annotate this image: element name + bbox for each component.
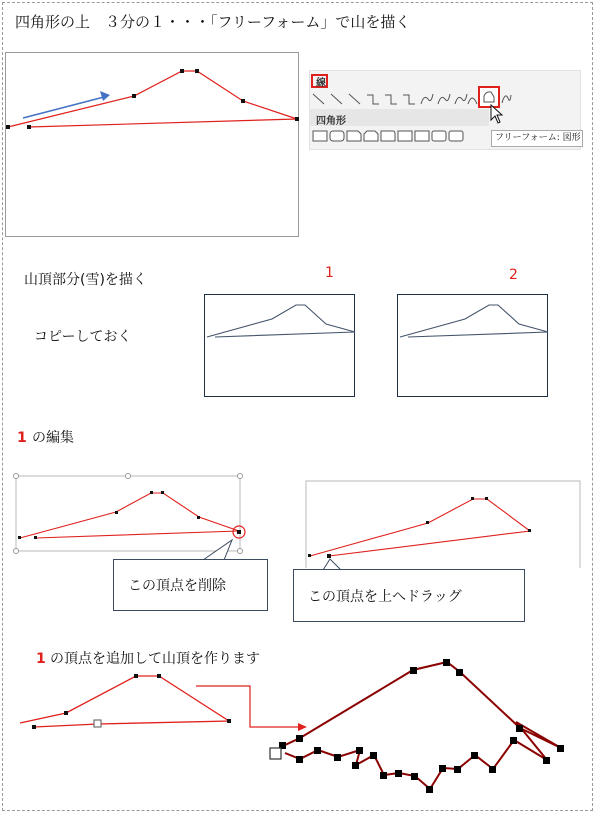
vertex[interactable] [557,745,564,752]
mountain-base-shape [20,676,229,727]
page-title: 四角形の上 ３分の１・・・「フリーフォーム」で山を描く [15,13,411,31]
lines-label: 線 [316,78,326,89]
vertex[interactable] [296,735,303,742]
vertex[interactable] [380,772,387,779]
vertex[interactable] [395,770,402,777]
vertex[interactable] [456,669,463,676]
vertex[interactable] [510,737,517,744]
vertex[interactable] [32,725,36,729]
section3-number: 1 [17,430,27,446]
start-vertex[interactable] [270,748,281,759]
vertex[interactable] [439,765,446,772]
tooltip: フリーフォーム: 図形 [491,130,583,147]
vertex[interactable] [356,747,363,754]
vertex[interactable] [411,773,418,780]
shapes-label: 四角形 [316,116,346,127]
vertex[interactable] [471,752,478,759]
vertex[interactable] [370,752,377,759]
callout-delete-text: この頂点を削除 [128,578,226,594]
vertex[interactable] [426,786,433,793]
vertex[interactable] [543,757,550,764]
vertex[interactable] [454,766,461,773]
label-copy-1: 1 [325,265,334,281]
vertex[interactable] [352,762,359,769]
section4-number: 1 [36,651,46,667]
vertex[interactable] [443,659,450,666]
copy-note: コピーしておく [34,329,132,345]
process-arrow-head [298,723,307,731]
vertex[interactable] [227,719,231,723]
label-copy-2: 2 [509,267,518,283]
section3-heading: の編集 [32,430,74,446]
vertex[interactable] [334,754,341,761]
vertex[interactable] [489,766,496,773]
vertex[interactable] [64,711,68,715]
vertex[interactable] [296,756,303,763]
section2-heading: 山頂部分(雪)を描く [24,272,147,288]
section4-heading: の頂点を追加して山頂を作ります [50,651,260,667]
added-vertex[interactable] [94,720,101,727]
callout-drag-text: この頂点を上へドラッグ [308,588,462,605]
vertex[interactable] [314,747,321,754]
vertex[interactable] [157,674,161,678]
snowcap-result [270,659,564,793]
vertex[interactable] [410,667,417,674]
vertex[interactable] [516,725,523,732]
vertex[interactable] [134,674,138,678]
